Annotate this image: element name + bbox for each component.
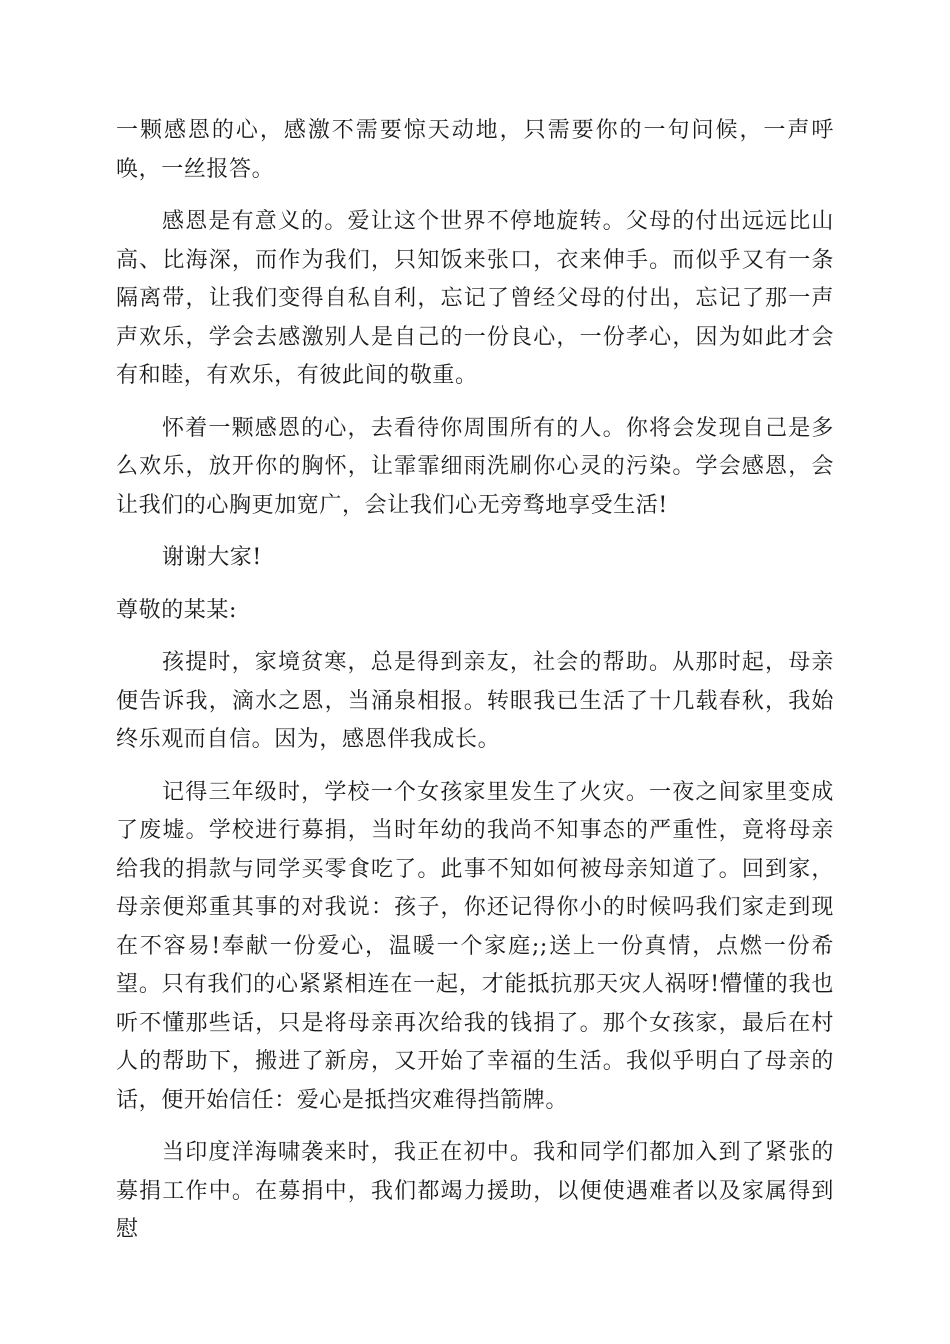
document-body — [116, 112, 834, 1264]
paragraph-4: 孩提时，家境贫寒，总是得到亲友，社会的帮助。从那时起，母亲便告诉我，滴水之恩，当涌泉相报。转眼我已生活了十几载春秋，我始终乐观而自信。因为，感恩伴我成长。 — [116, 650, 834, 752]
paragraph-1: 一颗感恩的心，感激不需要惊天动地，只需要你的一句问候，一声呼唤，一丝报答。 — [116, 118, 834, 182]
paragraph-3: 怀着一颗感恩的心，去看待你周围所有的人。你将会发现自己是多么欢乐，放开你的胸怀，让霏霏细雨洗刷你心灵的污染。学会感恩，会让我们的心胸更加宽广，会让我们心无旁骛地享受生活! — [116, 415, 834, 518]
paragraph-5: 记得三年级时，学校一个女孩家里发生了火灾。一夜之间家里变成了废墟。学校进行募捐，当时年幼的我尚不知事态的严重性，竟将母亲给我的捐款与同学买零食吃了。此事不知如何被母亲知道了。回到家，母亲便郑重其事的对我说：孩子，你还记得你小的时候吗我们家走到现在不容易!奉献一份爱心，温暖一个家庭;;送上一份真情，点燃一份希望。只有我们的心紧紧相连在一起，才能抵抗那天灾人祸呀!懵懂的我也听不懂那些话，只是将母亲再次给我的钱捐了。那个女孩家，最后在村人的帮助下，搬进了新房，又开始了幸福的生活。我似乎明白了母亲的话，便开始信任：爱心是抵挡灾难得挡箭牌。 — [116, 779, 834, 1113]
paragraph-6: 当印度洋海啸袭来时，我正在初中。我和同学们都加入到了紧张的募捐工作中。在募捐中，我们都竭力援助，以便使遇难者以及家属得到慰 — [116, 1140, 834, 1242]
salutation: 尊敬的某某: — [116, 597, 238, 623]
closing-thanks: 谢谢大家! — [162, 545, 262, 570]
paragraph-2: 感恩是有意义的。爱让这个世界不停地旋转。父母的付出远远比山高、比海深，而作为我们，只知饭来张口，衣来伸手。而似乎又有一条隔离带，让我们变得自私自利，忘记了曾经父母的付出，忘记了那一声声欢乐，学会去感激别人是自己的一份良心，一份孝心，因为如此才会有和睦，有欢乐，有彼此间的敬重。 — [116, 209, 834, 388]
